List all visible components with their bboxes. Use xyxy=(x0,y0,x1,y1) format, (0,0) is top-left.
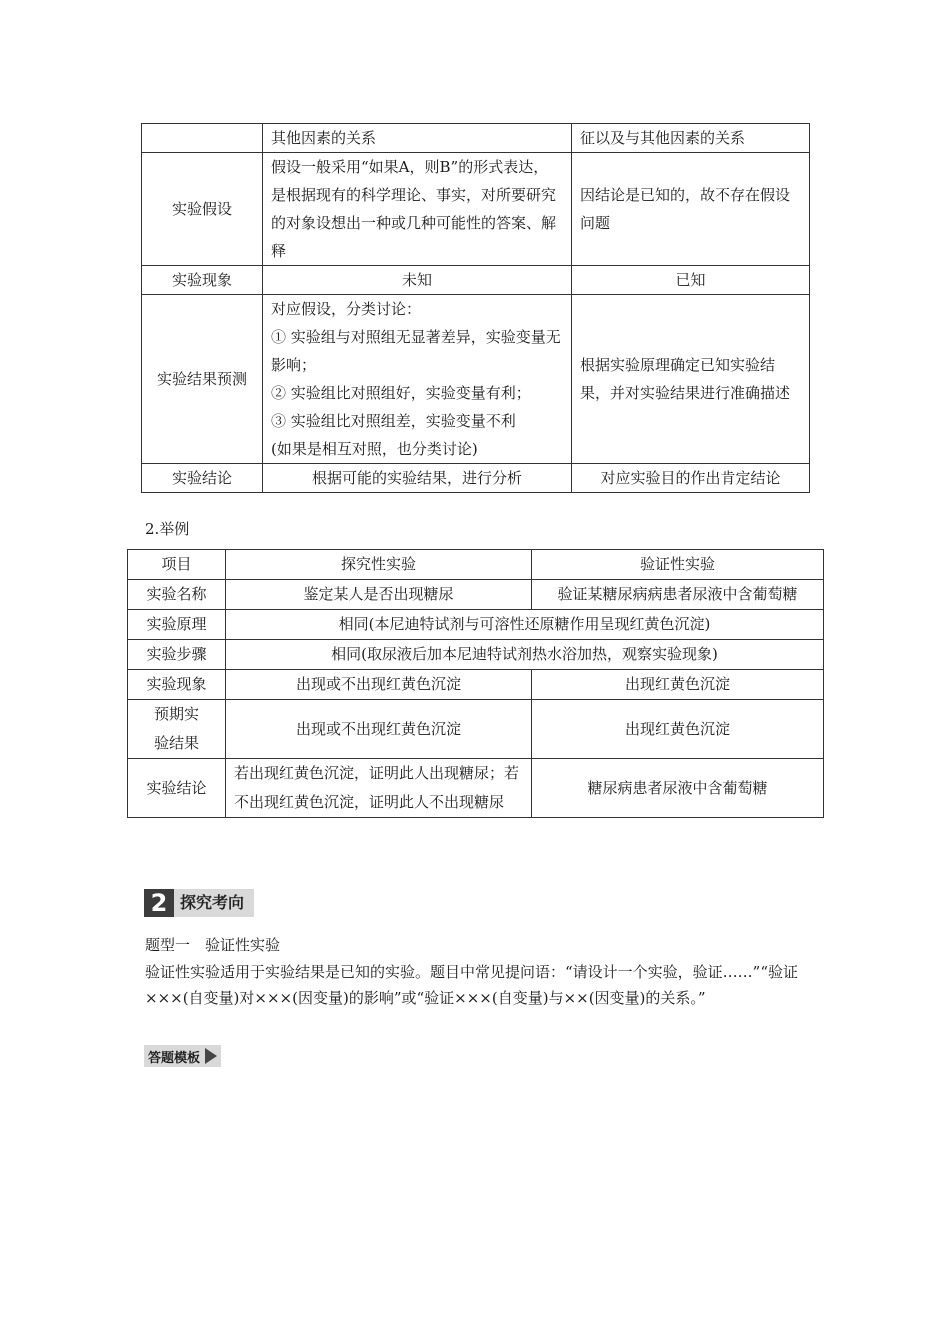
header-verify: 验证性实验 xyxy=(532,550,824,580)
table-row xyxy=(128,580,824,610)
table-row xyxy=(128,759,824,818)
row-label: 实验名称 xyxy=(128,580,226,610)
table-row xyxy=(142,295,810,464)
section-number: 2 xyxy=(144,889,174,917)
verify-cell: 出现红黄色沉淀 xyxy=(532,670,824,700)
section-title: 探究考向 xyxy=(174,889,254,917)
row-label: 实验结论 xyxy=(142,464,263,493)
prediction-line: ① 实验组与对照组无显著差异，实验变量无影响； xyxy=(271,328,561,374)
prediction-line: (如果是相互对照，也分类讨论) xyxy=(271,440,478,458)
explore-cell xyxy=(263,295,572,464)
table-row xyxy=(128,670,824,700)
body-paragraph: 验证性实验适用于实验结果是已知的实验。题目中常见提问语：“请设计一个实验，验证……”“验证×××(自变量)对×××(因变量)的影响”或“验证×××(自变量)与××(因变量)的关系。” xyxy=(145,963,799,1007)
row-label: 实验假设 xyxy=(142,153,263,266)
header-explore: 探究性实验 xyxy=(226,550,532,580)
explore-cell: 假设一般采用“如果A，则B”的形式表达，是根据现有的科学理论、事实，对所要研究的对象设想出一种或几种可能性的答案、解释 xyxy=(263,153,572,266)
table-row xyxy=(128,610,824,640)
row-label xyxy=(142,124,263,153)
table-row xyxy=(142,124,810,153)
explore-cell: 鉴定某人是否出现糖尿 xyxy=(226,580,532,610)
table-header-row xyxy=(128,550,824,580)
topic-title: 题型一 验证性实验 xyxy=(145,936,281,954)
example-table xyxy=(127,549,824,818)
explore-cell: 根据可能的实验结果，进行分析 xyxy=(263,464,572,493)
row-label: 实验步骤 xyxy=(128,640,226,670)
header-item: 项目 xyxy=(128,550,226,580)
row-label: 实验现象 xyxy=(142,266,263,295)
verify-cell: 对应实验目的作出肯定结论 xyxy=(572,464,810,493)
table-row xyxy=(142,153,810,266)
explore-cell: 其他因素的关系 xyxy=(263,124,572,153)
prediction-line: ② 实验组比对照组好，实验变量有利； xyxy=(271,384,531,402)
row-label: 实验现象 xyxy=(128,670,226,700)
row-label: 预期实验结果 xyxy=(128,700,226,759)
table-row xyxy=(142,464,810,493)
prediction-line: 对应假设，分类讨论： xyxy=(271,300,422,318)
row-label: 实验原理 xyxy=(128,610,226,640)
section-badge xyxy=(144,889,254,917)
table-row xyxy=(128,640,824,670)
template-label: 答题模板 xyxy=(148,1050,201,1066)
verify-cell: 验证某糖尿病病患者尿液中含葡萄糖 xyxy=(532,580,824,610)
verify-cell: 已知 xyxy=(572,266,810,295)
play-arrow-icon xyxy=(205,1048,217,1064)
verify-cell: 征以及与其他因素的关系 xyxy=(572,124,810,153)
merged-cell: 相同(取尿液后加本尼迪特试剂热水浴加热，观察实验现象) xyxy=(226,640,824,670)
prediction-line: ③ 实验组比对照组差，实验变量不利 xyxy=(271,412,516,430)
merged-cell: 相同(本尼迪特试剂与可溶性还原糖作用呈现红黄色沉淀) xyxy=(226,610,824,640)
verify-cell: 出现红黄色沉淀 xyxy=(532,700,824,759)
verify-cell: 根据实验原理确定已知实验结果，并对实验结果进行准确描述 xyxy=(572,295,810,464)
verify-cell: 糖尿病患者尿液中含葡萄糖 xyxy=(532,759,824,818)
explore-cell: 若出现红黄色沉淀，证明此人出现糖尿；若不出现红黄色沉淀，证明此人不出现糖尿 xyxy=(226,759,532,818)
explore-cell: 出现或不出现红黄色沉淀 xyxy=(226,700,532,759)
template-badge xyxy=(144,1045,221,1067)
row-label: 实验结论 xyxy=(128,759,226,818)
explore-cell: 出现或不出现红黄色沉淀 xyxy=(226,670,532,700)
table-row xyxy=(142,266,810,295)
verify-cell: 因结论是已知的，故不存在假设问题 xyxy=(572,153,810,266)
row-label: 实验结果预测 xyxy=(142,295,263,464)
table-row xyxy=(128,700,824,759)
explore-cell: 未知 xyxy=(263,266,572,295)
example-heading: 2.举例 xyxy=(145,520,190,538)
comparison-table-continued xyxy=(141,123,810,493)
